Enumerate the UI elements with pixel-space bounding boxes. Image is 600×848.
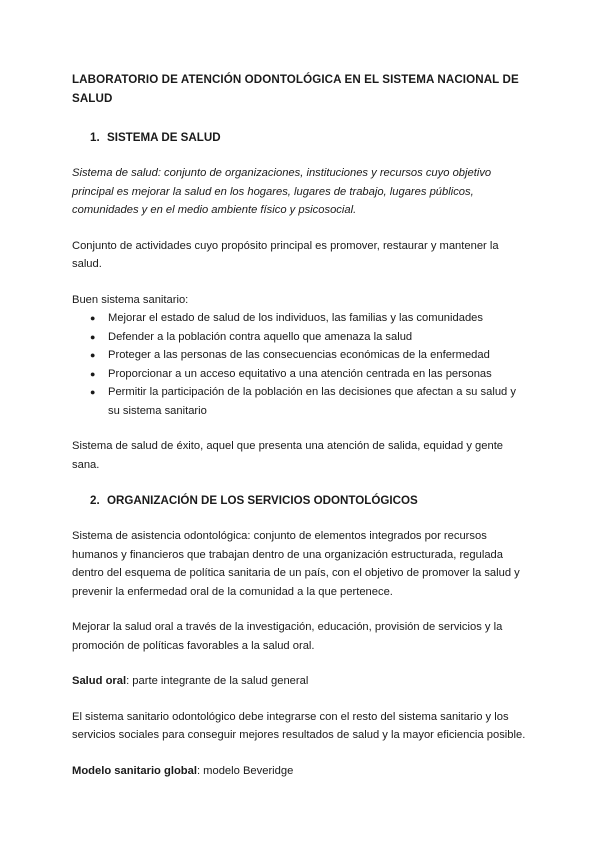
- term-label: Salud oral: [72, 675, 127, 687]
- body-paragraph: El sistema sanitario odontológico debe integrarse con el resto del sistema sanitario y los servicios sociales para conseguir mejores resultados de salud y la mayor eficiencia posible.: [72, 710, 526, 741]
- modelo-paragraph: [72, 762, 528, 781]
- section-number: 2.: [90, 494, 100, 507]
- list-item: [90, 383, 528, 420]
- bullet-icon: ●: [90, 368, 96, 379]
- salud-oral-paragraph: [72, 672, 528, 691]
- body-paragraph: Mejorar la salud oral a través de la investigación, educación, provisión de servicios y la promoción de políticas favorables a la salud oral.: [72, 621, 503, 652]
- body-paragraph: Sistema de asistencia odontológica: conjunto de elementos integrados por recursos humanos y financieros que trabajan dentro de una organización estructurada, regulada dentro del esquema de política sanitaria de un país, con el objetivo de promover la salud y prevenir la enfermedad oral de la comunidad a la que pertenece.: [72, 530, 520, 598]
- bullet-icon: ●: [90, 387, 96, 397]
- bullet-icon: ●: [90, 350, 96, 360]
- list-item: [90, 346, 528, 365]
- list-item: [90, 365, 528, 384]
- list-item-text: Proteger a las personas de las consecuencias económicas de la enfermedad: [108, 349, 490, 361]
- bullet-icon: ●: [90, 331, 96, 342]
- bullet-icon: ●: [90, 313, 96, 323]
- body-paragraph: Sistema de salud de éxito, aquel que presenta una atención de salida, equidad y gente sana.: [72, 440, 504, 471]
- body-paragraph: Conjunto de actividades cuyo propósito principal es promover, restaurar y mantener la salud.: [72, 239, 499, 270]
- definition-paragraph: Sistema de salud: conjunto de organizaciones, instituciones y recursos cuyo objetivo principal es mejorar la salud en los hogares, lugares de trabajo, lugares públicos, comunidades y en el medio ambiente físico y psicosocial.: [72, 167, 492, 216]
- section-heading-text: ORGANIZACIÓN DE LOS SERVICIOS ODONTOLÓGICOS: [107, 494, 418, 507]
- list-item-text: Defender a la población contra aquello que amenaza la salud: [108, 330, 413, 343]
- list-item: [90, 328, 528, 347]
- bullet-list: [72, 309, 528, 420]
- section-number: 1.: [90, 131, 100, 144]
- list-item-text: Proporcionar a un acceso equitativo a una atención centrada en las personas: [108, 367, 492, 380]
- section-heading-2: [72, 491, 528, 510]
- term-definition: : modelo Beveridge: [196, 764, 294, 777]
- document-title: LABORATORIO DE ATENCIÓN ODONTOLÓGICA EN EL SISTEMA NACIONAL DE SALUD: [72, 73, 519, 105]
- section-heading-text: SISTEMA DE SALUD: [107, 131, 221, 144]
- list-item-text: Mejorar el estado de salud de los individuos, las familias y las comunidades: [108, 312, 483, 324]
- list-intro: Buen sistema sanitario:: [72, 293, 189, 306]
- section-heading-1: [72, 128, 528, 147]
- list-item-text: Permitir la participación de la población en las decisiones que afectan a su salud y su sistema sanitario: [108, 386, 516, 417]
- term-label: Modelo sanitario global: [72, 764, 197, 777]
- list-item: [90, 309, 528, 328]
- term-definition: : parte integrante de la salud general: [126, 675, 309, 687]
